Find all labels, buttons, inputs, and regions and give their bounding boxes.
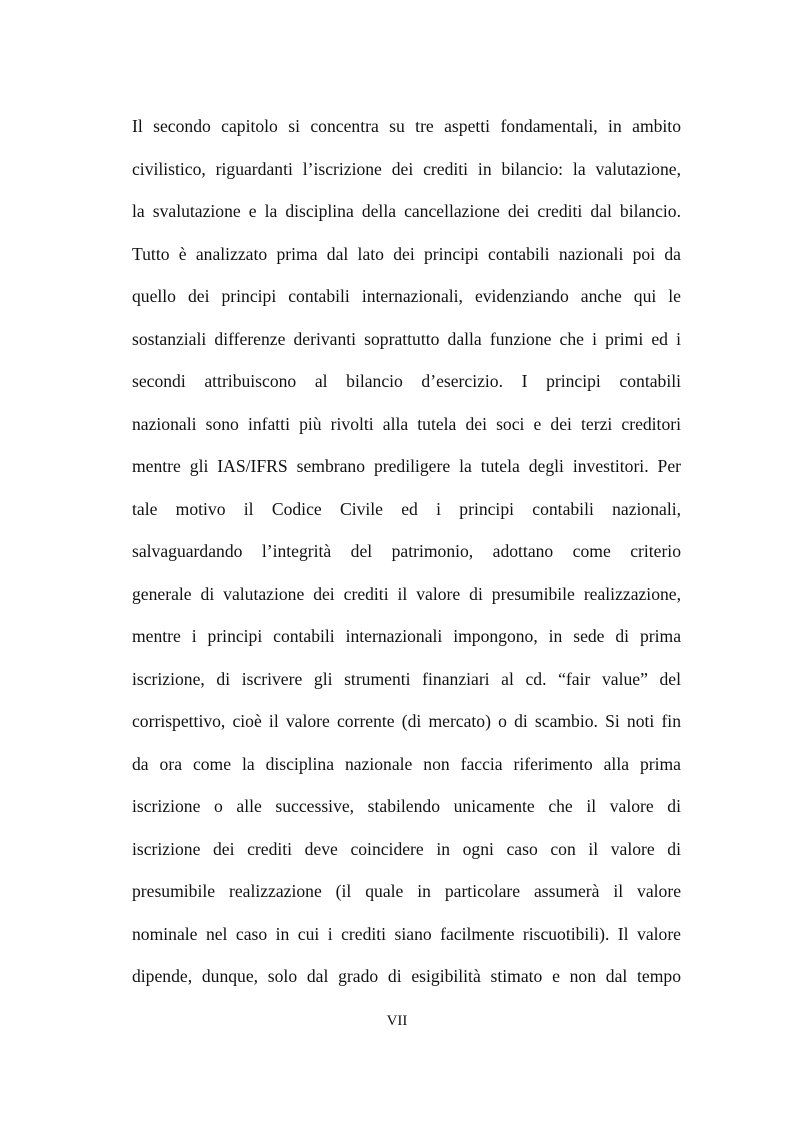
text-line-1: Il secondo capitolo si concentra su tre aspetti fondamentali, in ambito (132, 116, 681, 136)
text-line-17: iscrizione o alle successive, stabilendo unicamente che il valore di (132, 796, 681, 816)
text-line-13: mentre i principi contabili internazionali impongono, in sede di prima (132, 626, 681, 646)
text-line-19: presumibile realizzazione (il quale in particolare assumerà il valore (132, 881, 681, 901)
text-line-21: dipende, dunque, solo dal grado di esigibilità stimato e non dal tempo (132, 966, 681, 986)
text-line-11: salvaguardando l’integrità del patrimonio, adottano come criterio (132, 541, 681, 561)
text-line-18: iscrizione dei crediti deve coincidere in ogni caso con il valore di (132, 838, 681, 859)
body-paragraph (132, 110, 681, 1003)
text-line-3: la svalutazione e la disciplina della cancellazione dei crediti dal bilancio. (132, 201, 681, 221)
page-number: VII (386, 1013, 408, 1029)
text-line-8: nazionali sono infatti più rivolti alla tutela dei soci e dei terzi creditori (132, 413, 681, 434)
text-line-5: quello dei principi contabili internazionali, evidenziando anche qui le (132, 286, 681, 306)
text-line-6: sostanziali differenze derivanti soprattutto dalla funzione che i primi ed i (132, 328, 681, 349)
text-line-4: Tutto è analizzato prima dal lato dei principi contabili nazionali poi da (132, 243, 681, 264)
text-line-16: da ora come la disciplina nazionale non faccia riferimento alla prima (132, 753, 681, 774)
text-line-9: mentre gli IAS/IFRS sembrano prediligere la tutela degli investitori. Per (132, 456, 681, 476)
text-line-20: nominale nel caso in cui i crediti siano facilmente riscuotibili). Il valore (132, 923, 681, 944)
text-line-15: corrispettivo, cioè il valore corrente (di mercato) o di scambio. Si noti fin (132, 711, 681, 731)
text-line-2: civilistico, riguardanti l’iscrizione dei crediti in bilancio: la valutazione, (132, 158, 681, 179)
text-line-10: tale motivo il Codice Civile ed i principi contabili nazionali, (132, 498, 681, 519)
text-line-14: iscrizione, di iscrivere gli strumenti finanziari al cd. “fair value” del (132, 668, 681, 689)
text-line-12: generale di valutazione dei crediti il valore di presumibile realizzazione, (132, 583, 681, 604)
text-line-7: secondi attribuiscono al bilancio d’esercizio. I principi contabili (132, 371, 681, 391)
